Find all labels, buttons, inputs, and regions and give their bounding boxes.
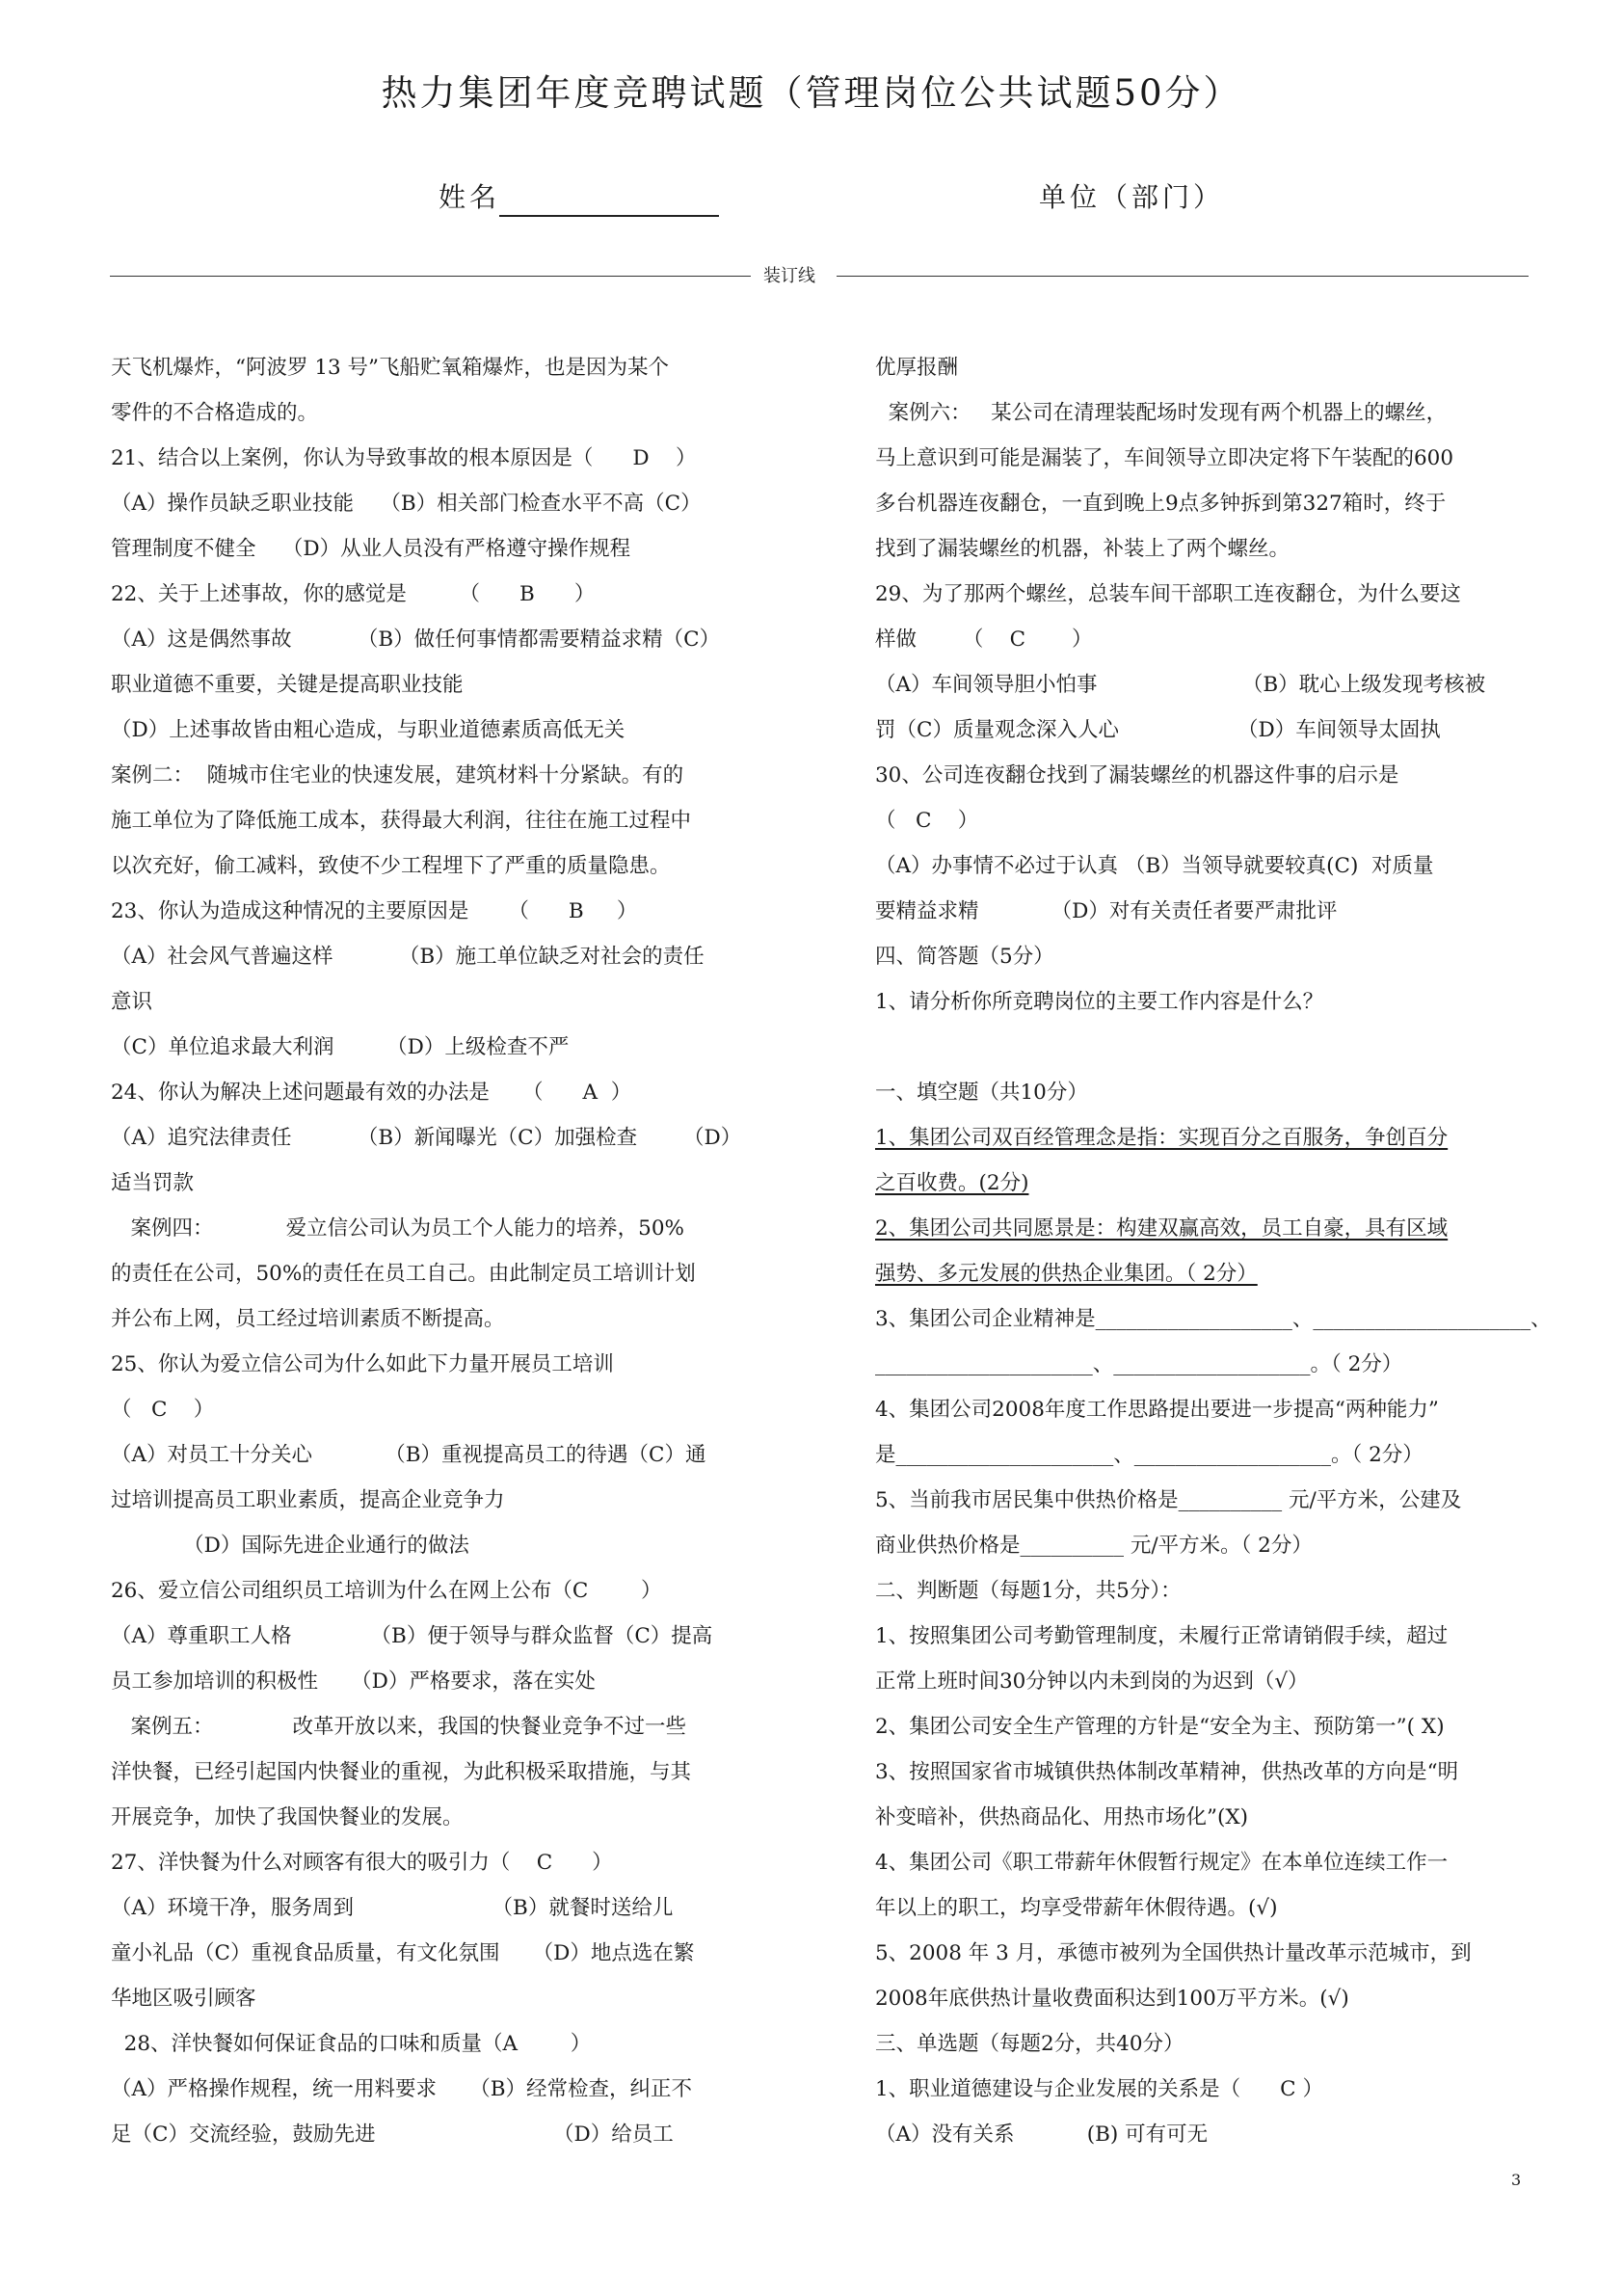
text-line: 洋快餐，已经引起国内快餐业的重视，为此积极采取措施，与其 — [111, 1760, 692, 1784]
text-line: 年以上的职工，均享受带薪年休假待遇。(√) — [875, 1896, 1278, 1920]
text-line: 之百收费。(2分) — [875, 1171, 1029, 1195]
text-line: 27、洋快餐为什么对顾客有很大的吸引力（ C ） — [111, 1851, 613, 1875]
text-line: 22、关于上述事故，你的感觉是 （ B ） — [111, 582, 596, 606]
text-line: 24、你认为解决上述问题最有效的办法是 （ A ） — [111, 1081, 632, 1105]
text-line: 一、填空题（共10分） — [875, 1081, 1088, 1105]
text-line: 过培训提高员工职业素质，提高企业竞争力 — [111, 1488, 505, 1512]
text-line: 意识 — [111, 990, 153, 1014]
text-line: 3、按照国家省市城镇供热体制改革精神，供热改革的方向是“明 — [875, 1760, 1459, 1784]
text-line: 1、集团公司双百经管理念是指：实现百分之百服务，争创百分 — [875, 1126, 1449, 1150]
text-line: 26、爱立信公司组织员工培训为什么在网上公布（C ） — [111, 1579, 662, 1603]
text-line: _____________________、___________________。（ 2分） — [875, 1352, 1403, 1376]
text-line: 二、判断题（每题1分，共5分）： — [875, 1579, 1182, 1603]
name-blank[interactable] — [499, 215, 719, 217]
text-line: 正常上班时间30分钟以内未到岗的为迟到（√） — [875, 1669, 1309, 1694]
text-line: 零件的不合格造成的。 — [111, 401, 319, 425]
text-line: 要精益求精 （D）对有关责任者要严肃批评 — [875, 899, 1338, 923]
text-line: 5、当前我市居民集中供热价格是__________ 元/平方米，公建及 — [875, 1488, 1462, 1512]
text-line: 案例五： 改革开放以来，我国的快餐业竞争不过一些 — [111, 1715, 687, 1739]
text-line: 职业道德不重要，关键是提高职业技能 — [111, 673, 464, 697]
text-line: 1、职业道德建设与企业发展的关系是（ C ） — [875, 2077, 1323, 2101]
text-line: （A）操作员缺乏职业技能 （B）相关部门检查水平不高（C） — [111, 492, 702, 516]
unit-label: 单位（部门） — [1039, 181, 1225, 213]
text-line: 案例六： 某公司在清理装配场时发现有两个机器上的螺丝， — [875, 401, 1448, 425]
text-line: （A）社会风气普遍这样 （B）施工单位缺乏对社会的责任 — [111, 945, 705, 969]
text-line: 30、公司连夜翻仓找到了漏装螺丝的机器这件事的启示是 — [875, 763, 1399, 788]
text-line: 样做 （ C ） — [875, 627, 1093, 652]
text-line: （ C ） — [111, 1398, 215, 1422]
text-line: 童小礼品（C）重视食品质量，有文化氛围 （D）地点选在繁 — [111, 1941, 695, 1965]
text-line: （A）车间领导胆小怕事 （B）耽心上级发现考核被 — [875, 673, 1486, 697]
text-line: （A）严格操作规程，统一用料要求 （B）经常检查，纠正不 — [111, 2077, 692, 2101]
text-line: 管理制度不健全 （D）从业人员没有严格遵守操作规程 — [111, 537, 631, 561]
text-line: 1、按照集团公司考勤管理制度，未履行正常请销假手续，超过 — [875, 1624, 1449, 1648]
text-line: 并公布上网，员工经过培训素质不断提高。 — [111, 1307, 505, 1331]
text-line: 以次充好，偷工减料，致使不少工程埋下了严重的质量隐患。 — [111, 854, 671, 878]
text-line: 是_____________________、___________________。（ 2分） — [875, 1443, 1423, 1467]
page-title: 热力集团年度竞聘试题（管理岗位公共试题50分） — [381, 72, 1242, 114]
text-line: 4、集团公司《职工带薪年休假暂行规定》在本单位连续工作一 — [875, 1851, 1449, 1875]
text-line: 25、你认为爱立信公司为什么如此下力量开展员工培训 — [111, 1352, 614, 1376]
text-line: 施工单位为了降低施工成本，获得最大利润，往往在施工过程中 — [111, 809, 692, 833]
text-line: 华地区吸引顾客 — [111, 1987, 256, 2011]
text-line: 足（C）交流经验，鼓励先进 （D）给员工 — [111, 2122, 674, 2147]
text-line: （A）没有关系 (B) 可有可无 — [875, 2122, 1209, 2147]
text-line: 29、为了那两个螺丝，总装车间干部职工连夜翻仓，为什么要这 — [875, 582, 1461, 606]
text-line: 员工参加培训的积极性 （D）严格要求，落在实处 — [111, 1669, 596, 1694]
text-line: 的责任在公司，50%的责任在员工自己。由此制定员工培训计划 — [111, 1262, 696, 1286]
text-line: 优厚报酬 — [875, 356, 959, 380]
binding-line-label: 装订线 — [763, 266, 815, 286]
text-line: （A）环境干净，服务周到 （B）就餐时送给儿 — [111, 1896, 674, 1920]
binding-line — [110, 256, 1529, 285]
text-line: 强势、多元发展的供热企业集团。（ 2分） — [875, 1262, 1258, 1286]
text-line: 开展竞争，加快了我国快餐业的发展。 — [111, 1805, 464, 1829]
binding-rule-right — [837, 276, 1529, 277]
text-line: 马上意识到可能是漏装了，车间领导立即决定将下午装配的600 — [875, 446, 1454, 470]
text-line: 2008年底供热计量收费面积达到100万平方米。(√) — [875, 1987, 1349, 2011]
text-line: 2、集团公司共同愿景是：构建双赢高效，员工自豪，具有区域 — [875, 1216, 1449, 1241]
left-column — [111, 345, 766, 2157]
text-line: 3、集团公司企业精神是___________________、_____________________、 — [875, 1307, 1552, 1331]
text-line: （A）办事情不必过于认真 （B）当领导就要较真(C) 对质量 — [875, 854, 1434, 878]
text-line — [875, 1025, 1530, 1070]
text-line: 找到了漏装螺丝的机器，补装上了两个螺丝。 — [875, 537, 1290, 561]
text-line: 1、请分析你所竞聘岗位的主要工作内容是什么？ — [875, 990, 1324, 1014]
right-column — [875, 345, 1552, 2157]
binding-rule-left — [110, 276, 751, 277]
text-line: 5、2008 年 3 月，承德市被列为全国供热计量改革示范城市，到 — [875, 1941, 1472, 1965]
text-line: （ C ） — [875, 809, 979, 833]
text-line: （A）对员工十分关心 （B）重视提高员工的待遇（C）通 — [111, 1443, 706, 1467]
text-line: 罚（C）质量观念深入人心 （D）车间领导太固执 — [875, 718, 1441, 742]
text-line: （A）追究法律责任 （B）新闻曝光（C）加强检查 （D） — [111, 1126, 742, 1150]
text-line: 商业供热价格是__________ 元/平方米。（ 2分） — [875, 1534, 1313, 1558]
text-line: 2、集团公司安全生产管理的方针是“安全为主、预防第一”( X) — [875, 1715, 1445, 1739]
text-line: 案例四： 爱立信公司认为员工个人能力的培养，50% — [111, 1216, 684, 1241]
text-line: 天飞机爆炸，“阿波罗 13 号”飞船贮氧箱爆炸，也是因为某个 — [111, 356, 670, 380]
text-line: 23、你认为造成这种情况的主要原因是 （ B ） — [111, 899, 638, 923]
text-line: 补变暗补，供热商品化、用热市场化”(X) — [875, 1805, 1249, 1829]
text-line: 三、单选题（每题2分，共40分） — [875, 2032, 1184, 2056]
text-line: 28、洋快餐如何保证食品的口味和质量（A ） — [111, 2032, 592, 2056]
text-line: 21、结合以上案例，你认为导致事故的根本原因是（ D ） — [111, 446, 697, 470]
name-label: 姓名 — [439, 181, 501, 213]
text-line: （A）尊重职工人格 （B）便于领导与群众监督（C）提高 — [111, 1624, 713, 1648]
text-line: （A）这是偶然事故 （B）做任何事情都需要精益求精（C） — [111, 627, 721, 652]
text-line: （D）上述事故皆由粗心造成，与职业道德素质高低无关 — [111, 718, 625, 742]
text-line: 案例二： 随城市住宅业的快速发展，建筑材料十分紧缺。有的 — [111, 763, 684, 788]
text-line: （D）国际先进企业通行的做法 — [111, 1534, 469, 1558]
page-number: 3 — [1511, 2171, 1522, 2189]
text-line: 四、简答题（5分） — [875, 945, 1054, 969]
text-line: 多台机器连夜翻仓，一直到晚上9点多钟拆到第327箱时，终于 — [875, 492, 1447, 516]
text-line: 适当罚款 — [111, 1171, 195, 1195]
text-line: 4、集团公司2008年度工作思路提出要进一步提高“两种能力” — [875, 1398, 1439, 1422]
text-line: （C）单位追求最大利润 （D）上级检查不严 — [111, 1035, 570, 1059]
